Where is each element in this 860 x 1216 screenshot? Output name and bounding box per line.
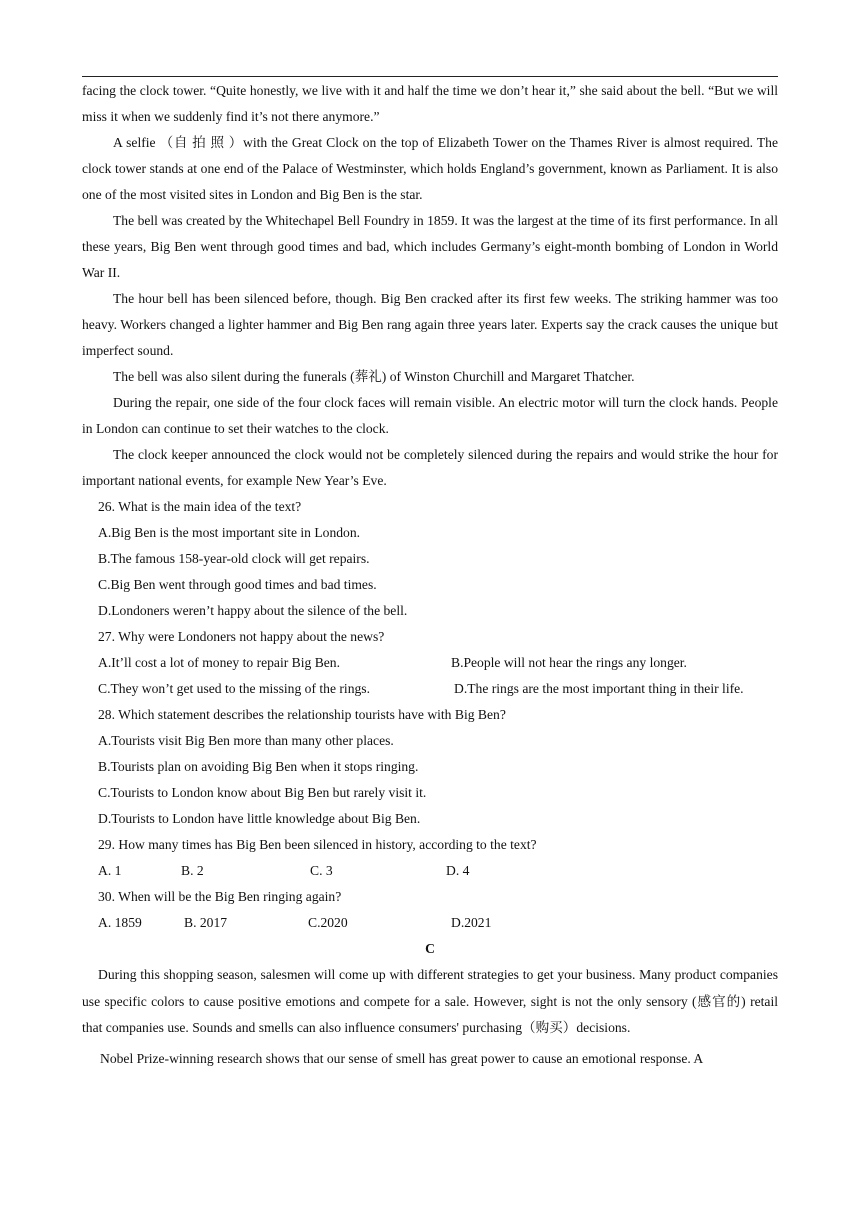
document-page [82, 76, 778, 1072]
option-c: C.They won’t get used to the missing of the rings. [98, 681, 370, 696]
option-d: D.2021 [451, 915, 492, 930]
option-b: B. 2017 [184, 915, 228, 930]
question-27 [82, 624, 778, 702]
option-b: B. 2 [181, 863, 204, 878]
paragraph: facing the clock tower. “Quite honestly, we live with it and half the time we don’t hear it,” she said about the bell. “But we will miss it when we suddenly find it’s not there anymore.” [82, 83, 778, 124]
question-26 [82, 494, 778, 624]
option-d: D.The rings are the most important thing in their life. [454, 681, 744, 696]
paragraph: The clock keeper announced the clock would not be completely silenced during the repairs and would strike the hour for important national events, for example New Year’s Eve. [82, 447, 778, 488]
option-a: A. 1 [98, 863, 122, 878]
section-heading: C [425, 941, 435, 956]
paragraph: The bell was created by the Whitechapel Bell Foundry in 1859. It was the largest at the time of its first performance. In all these years, Big Ben went through good times and bad, which includes Germany’s eight-month bombing of London in World War II. [82, 213, 778, 280]
option-a: A.Big Ben is the most important site in London. [98, 525, 361, 540]
paragraph: Nobel Prize-winning research shows that our sense of smell has great power to cause an emotional response. A [100, 1050, 704, 1066]
option-a: A.Tourists visit Big Ben more than many other places. [98, 733, 394, 748]
paragraph: A selfie （自 拍 照 ）with the Great Clock on the top of Elizabeth Tower on the Thames River is almost required. The clock tower stands at one end of the Palace of Westminster, which holds England’s government, known as Parliament. It is also one of the most visited sites in London and Big Ben is the star. [82, 135, 778, 202]
option-d: D.Tourists to London have little knowledge about Big Ben. [98, 811, 421, 826]
options-row [82, 910, 778, 936]
option-b: B.Tourists plan on avoiding Big Ben when it stops ringing. [98, 759, 419, 774]
option-d: D.Londoners weren’t happy about the silence of the bell. [98, 603, 408, 618]
paragraph: During the repair, one side of the four clock faces will remain visible. An electric motor will turn the clock hands. People in London can continue to set their watches to the clock. [82, 395, 778, 436]
option-c: C.2020 [308, 915, 348, 930]
paragraph: During this shopping season, salesmen will come up with different strategies to get your business. Many product companies use specific colors to cause positive emotions and compete for a sale. However, sight is not the only sensory (感官的) retail that companies use. Sounds and smells can also influence consumers' purchasing（购买）decisions. [82, 967, 778, 1035]
options-row [82, 858, 778, 884]
option-a: A.It’ll cost a lot of money to repair Big Ben. [98, 655, 340, 670]
option-d: D. 4 [446, 863, 470, 878]
option-b: B.People will not hear the rings any longer. [451, 655, 687, 670]
options-row [82, 676, 778, 702]
question-28 [82, 702, 778, 832]
options-row [82, 650, 778, 676]
question-stem: 30. When will be the Big Ben ringing again? [98, 889, 342, 904]
question-30 [82, 884, 778, 936]
question-stem: 26. What is the main idea of the text? [98, 499, 302, 514]
question-stem: 27. Why were Londoners not happy about the news? [98, 629, 385, 644]
option-c: C.Tourists to London know about Big Ben but rarely visit it. [98, 785, 427, 800]
option-c: C. 3 [310, 863, 333, 878]
paragraph: The bell was also silent during the funerals (葬礼) of Winston Churchill and Margaret Thatcher. [113, 369, 635, 384]
option-c: C.Big Ben went through good times and bad times. [98, 577, 377, 592]
question-29 [82, 832, 778, 884]
question-stem: 29. How many times has Big Ben been silenced in history, according to the text? [98, 837, 537, 852]
option-a: A. 1859 [98, 915, 142, 930]
option-b: B.The famous 158-year-old clock will get repairs. [98, 551, 370, 566]
question-stem: 28. Which statement describes the relationship tourists have with Big Ben? [98, 707, 506, 722]
paragraph: The hour bell has been silenced before, though. Big Ben cracked after its first few weeks. The striking hammer was too heavy. Workers changed a lighter hammer and Big Ben rang again three years later. Experts say the crack causes the unique but imperfect sound. [82, 291, 778, 358]
